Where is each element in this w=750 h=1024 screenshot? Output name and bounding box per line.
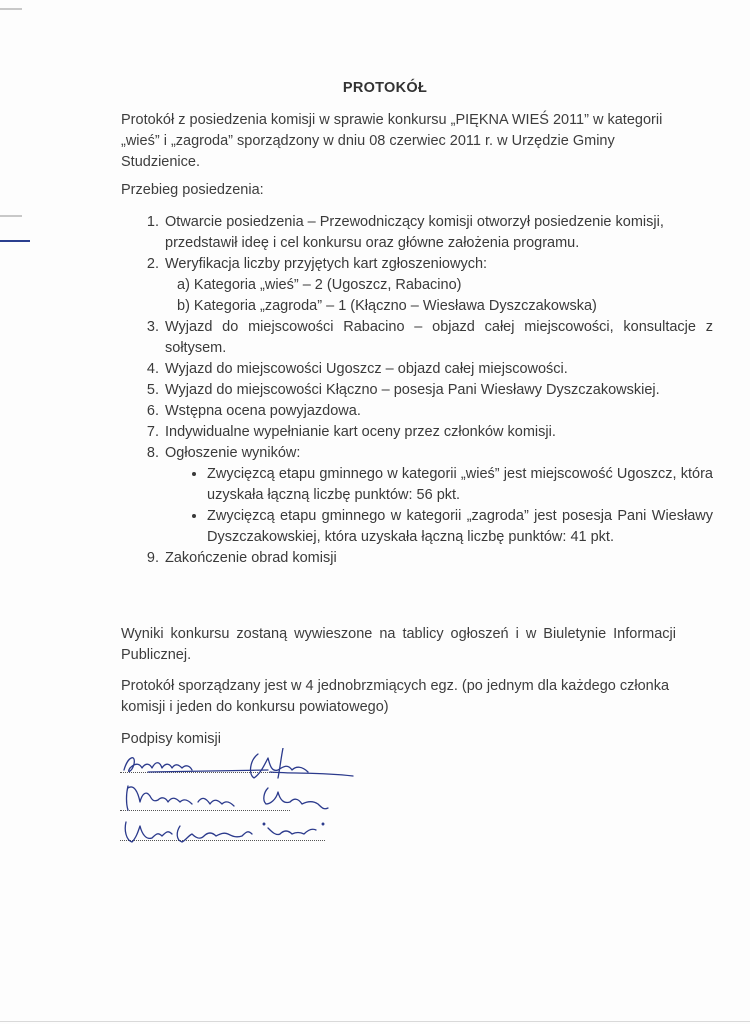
category-b: b) Kategoria „zagroda” – 1 (Kłączno – Wiesława Dyszczakowska) [177, 298, 597, 314]
agenda-list [121, 212, 713, 569]
scan-edge-line [0, 240, 30, 242]
agenda-item [163, 380, 713, 401]
agenda-item-text: Ogłoszenie wyników: [165, 445, 301, 461]
agenda-heading: Przebieg posiedzenia: [121, 182, 264, 198]
agenda-item-text: Wyjazd do miejscowości Kłączno – posesja Pani Wiesławy Dyszczakowskiej. [165, 382, 660, 398]
agenda-item-text: Weryfikacja liczby przyjętych kart zgłoszeniowych: [165, 256, 488, 272]
document-title: PROTOKÓŁ [342, 80, 428, 96]
signature-2 [127, 786, 329, 810]
agenda-item-text: Wstępna ocena powyjazdowa. [165, 403, 361, 419]
intro-paragraph: Protokół z posiedzenia komisji w sprawie konkursu „PIĘKNA WIEŚ 2011” w kategorii „wieś” i „zagroda” sporządzony w dniu 08 czerwiec 2011 r. w Urzędzie Gminy Studzienice. [121, 112, 663, 170]
agenda-item-text: Wyjazd do miejscowości Rabacino – objazd całej miejscowości, konsultacje z sołtysem. [165, 319, 713, 356]
scan-bottom-edge [0, 1021, 750, 1022]
results-list [165, 464, 713, 548]
agenda-item [163, 548, 713, 569]
agenda-item-text: Otwarcie posiedzenia – Przewodniczący komisji otworzył posiedzenie komisji, przedstawił ideę i cel konkursu oraz główne założenia programu. [165, 214, 664, 251]
agenda-item [163, 254, 713, 317]
result-item: • Zwycięzcą etapu gminnego w kategorii „zagroda” jest posesja Pani Wiesławy Dyszczakowskiej, która uzyskała łączną liczbę punktów: 41 pkt. [207, 506, 713, 548]
signatures-drawing [118, 748, 358, 853]
signature-3 [125, 822, 324, 842]
scan-edge-mark [0, 215, 22, 217]
signature-1 [124, 748, 353, 778]
signatures-label: Podpisy komisji [121, 731, 221, 747]
category-a: a) Kategoria „wieś” – 2 (Ugoszcz, Rabacino) [177, 277, 462, 293]
agenda-item [163, 359, 713, 380]
result-item: • Zwycięzcą etapu gminnego w kategorii „wieś” jest miejscowość Ugoszcz, która uzyskała łączną liczbę punktów: 56 pkt. [207, 464, 713, 506]
agenda-item-text: Zakończenie obrad komisji [165, 550, 337, 566]
agenda-item [163, 317, 713, 359]
agenda-item [163, 212, 713, 254]
agenda-item-text: Wyjazd do miejscowości Ugoszcz – objazd całej miejscowości. [165, 361, 568, 377]
agenda-item-text: Indywidualne wypełnianie kart oceny przez członków komisji. [165, 424, 556, 440]
agenda-item [163, 422, 713, 443]
agenda-item [163, 443, 713, 548]
agenda-item [163, 401, 713, 422]
scan-edge-mark [0, 8, 22, 10]
copies-paragraph: Protokół sporządzany jest w 4 jednobrzmiących egz. (po jednym dla każdego członka komisji i jeden do konkursu powiatowego) [121, 678, 670, 715]
publication-paragraph: Wyniki konkursu zostaną wywieszone na tablicy ogłoszeń i w Biuletynie Informacji Publicznej. [121, 626, 676, 663]
